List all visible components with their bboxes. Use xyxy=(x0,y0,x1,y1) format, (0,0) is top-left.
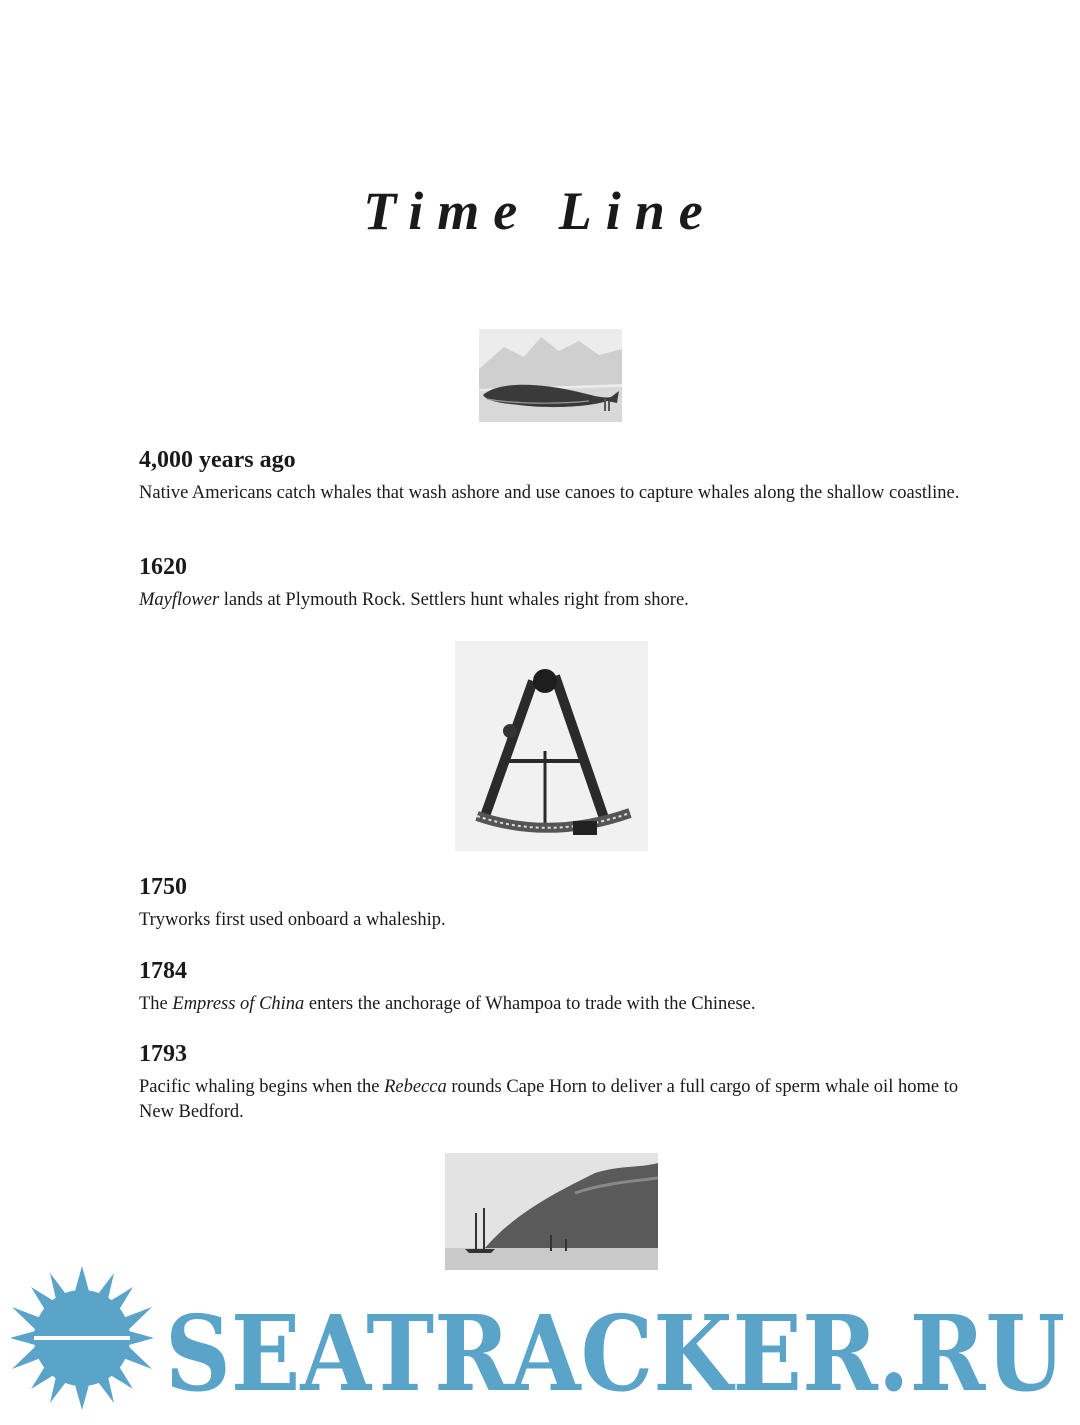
entry-year: 1784 xyxy=(139,958,187,984)
timeline-entry xyxy=(139,872,969,933)
timeline-entry xyxy=(139,552,969,613)
timeline-entry xyxy=(139,1039,969,1125)
entry-description: Pacific whaling begins when the Rebecca rounds Cape Horn to deliver a full cargo of sperm whale oil home to New Bedford. xyxy=(139,1077,959,1122)
entry-year: 1793 xyxy=(139,1041,187,1067)
coastline-ships-image xyxy=(445,1153,658,1270)
entry-year: 4,000 years ago xyxy=(139,447,296,473)
entry-year: 1750 xyxy=(139,874,187,900)
seatracker-watermark xyxy=(0,1262,1080,1422)
whale-engraving-image xyxy=(479,329,622,422)
entry-year: 1620 xyxy=(139,554,187,580)
entry-description: Tryworks first used onboard a whaleship. xyxy=(139,910,446,930)
sextant-image xyxy=(455,641,648,851)
page-title: Time Line xyxy=(363,181,717,241)
timeline-entry xyxy=(139,956,969,1017)
watermark-text: SEATRACKER.RU xyxy=(165,1292,1065,1415)
entry-description: The Empress of China enters the anchorage of Whampoa to trade with the Chinese. xyxy=(139,994,756,1014)
timeline-entry xyxy=(139,445,969,506)
entry-description: Mayflower lands at Plymouth Rock. Settlers hunt whales right from shore. xyxy=(139,590,689,610)
entry-description: Native Americans catch whales that wash ashore and use canoes to capture whales along the shallow coastline. xyxy=(139,483,960,503)
